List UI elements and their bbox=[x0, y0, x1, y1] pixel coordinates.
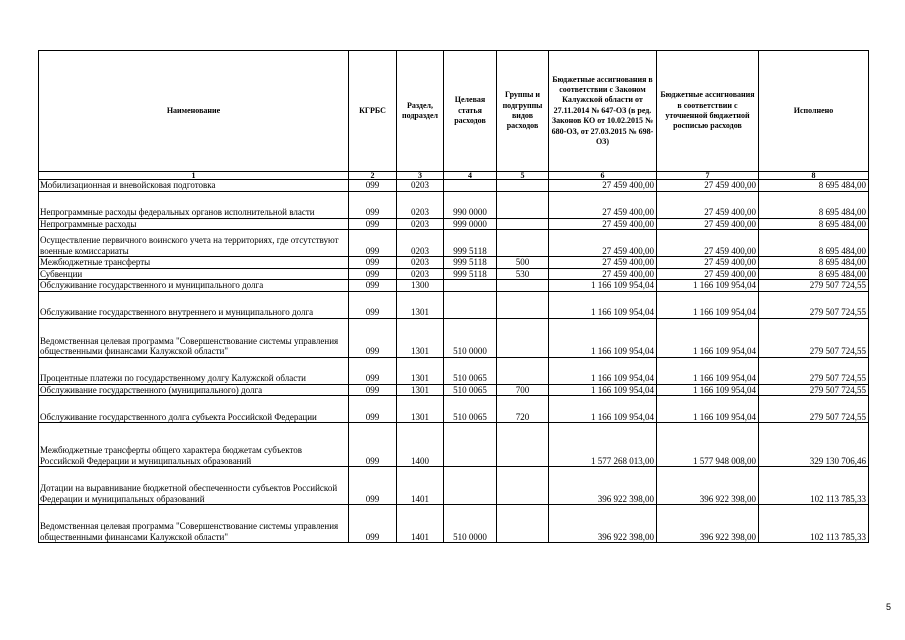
table-row bbox=[39, 218, 869, 230]
row-kgrbs: 099 bbox=[349, 268, 397, 280]
row-executed: 279 507 724,55 bbox=[759, 291, 869, 318]
row-name: Непрограммные расходы федеральных органов исполнительной власти bbox=[39, 191, 349, 218]
column-number-row bbox=[39, 172, 869, 180]
row-section: 1300 bbox=[397, 280, 444, 292]
row-name: Ведомственная целевая программа "Совершенствование системы управления общественными финансами Калужской области" bbox=[39, 505, 349, 543]
row-expense-group bbox=[497, 180, 549, 192]
row-expense-group: 700 bbox=[497, 384, 549, 396]
row-kgrbs: 099 bbox=[349, 291, 397, 318]
row-executed: 8 695 484,00 bbox=[759, 218, 869, 230]
row-law-allocation: 1 166 109 954,04 bbox=[549, 280, 657, 292]
row-executed: 279 507 724,55 bbox=[759, 396, 869, 423]
row-revised-allocation: 27 459 400,00 bbox=[657, 191, 759, 218]
table-row bbox=[39, 505, 869, 543]
header-kgrbs: КГРБС bbox=[349, 51, 397, 172]
row-name: Межбюджетные трансферты bbox=[39, 257, 349, 269]
row-name: Межбюджетные трансферты общего характера бюджетам субъектов Российской Федерации и муниципальных образований bbox=[39, 423, 349, 467]
row-target-article: 999 0000 bbox=[444, 218, 497, 230]
row-executed: 279 507 724,55 bbox=[759, 384, 869, 396]
row-law-allocation: 396 922 398,00 bbox=[549, 505, 657, 543]
row-section: 0203 bbox=[397, 218, 444, 230]
row-kgrbs: 099 bbox=[349, 191, 397, 218]
row-executed: 8 695 484,00 bbox=[759, 191, 869, 218]
row-executed: 8 695 484,00 bbox=[759, 230, 869, 257]
row-law-allocation: 1 577 268 013,00 bbox=[549, 423, 657, 467]
column-number: 5 bbox=[497, 172, 549, 180]
table-row bbox=[39, 291, 869, 318]
table-row bbox=[39, 280, 869, 292]
row-revised-allocation: 27 459 400,00 bbox=[657, 180, 759, 192]
row-executed: 8 695 484,00 bbox=[759, 257, 869, 269]
header-section: Раздел, подраздел bbox=[397, 51, 444, 172]
row-kgrbs: 099 bbox=[349, 280, 397, 292]
row-target-article: 510 0065 bbox=[444, 384, 497, 396]
row-revised-allocation: 1 166 109 954,04 bbox=[657, 280, 759, 292]
row-revised-allocation: 1 577 948 008,00 bbox=[657, 423, 759, 467]
column-number: 8 bbox=[759, 172, 869, 180]
row-section: 1400 bbox=[397, 423, 444, 467]
row-section: 1301 bbox=[397, 357, 444, 384]
row-kgrbs: 099 bbox=[349, 396, 397, 423]
row-target-article: 999 5118 bbox=[444, 257, 497, 269]
budget-table bbox=[38, 50, 869, 543]
row-expense-group bbox=[497, 467, 549, 505]
row-name: Обслуживание государственного внутреннего и муниципального долга bbox=[39, 291, 349, 318]
header-expense-groups: Группы и подгруппы видов расходов bbox=[497, 51, 549, 172]
row-executed: 329 130 706,46 bbox=[759, 423, 869, 467]
row-name: Обслуживание государственного долга субъекта Российской Федерации bbox=[39, 396, 349, 423]
row-name: Непрограммные расходы bbox=[39, 218, 349, 230]
row-kgrbs: 099 bbox=[349, 467, 397, 505]
row-name: Мобилизационная и вневойсковая подготовка bbox=[39, 180, 349, 192]
column-number: 4 bbox=[444, 172, 497, 180]
row-expense-group: 500 bbox=[497, 257, 549, 269]
row-expense-group bbox=[497, 291, 549, 318]
row-section: 0203 bbox=[397, 230, 444, 257]
table-row bbox=[39, 180, 869, 192]
header-executed: Исполнено bbox=[759, 51, 869, 172]
row-kgrbs: 099 bbox=[349, 423, 397, 467]
row-expense-group bbox=[497, 280, 549, 292]
row-revised-allocation: 396 922 398,00 bbox=[657, 505, 759, 543]
table-row bbox=[39, 423, 869, 467]
row-law-allocation: 27 459 400,00 bbox=[549, 257, 657, 269]
row-executed: 102 113 785,33 bbox=[759, 467, 869, 505]
table-row bbox=[39, 467, 869, 505]
row-law-allocation: 1 166 109 954,04 bbox=[549, 396, 657, 423]
row-law-allocation: 27 459 400,00 bbox=[549, 230, 657, 257]
row-section: 0203 bbox=[397, 180, 444, 192]
row-expense-group: 720 bbox=[497, 396, 549, 423]
row-law-allocation: 27 459 400,00 bbox=[549, 268, 657, 280]
table-header-row bbox=[39, 51, 869, 172]
row-section: 1401 bbox=[397, 505, 444, 543]
row-law-allocation: 1 166 109 954,04 bbox=[549, 318, 657, 357]
table-row bbox=[39, 230, 869, 257]
row-kgrbs: 099 bbox=[349, 180, 397, 192]
row-revised-allocation: 1 166 109 954,04 bbox=[657, 396, 759, 423]
row-expense-group bbox=[497, 357, 549, 384]
row-law-allocation: 1 166 109 954,04 bbox=[549, 357, 657, 384]
row-revised-allocation: 1 166 109 954,04 bbox=[657, 384, 759, 396]
row-expense-group bbox=[497, 191, 549, 218]
column-number: 2 bbox=[349, 172, 397, 180]
row-expense-group bbox=[497, 423, 549, 467]
row-target-article bbox=[444, 423, 497, 467]
row-target-article: 510 0000 bbox=[444, 505, 497, 543]
row-revised-allocation: 1 166 109 954,04 bbox=[657, 318, 759, 357]
row-executed: 8 695 484,00 bbox=[759, 180, 869, 192]
row-kgrbs: 099 bbox=[349, 384, 397, 396]
row-law-allocation: 27 459 400,00 bbox=[549, 218, 657, 230]
row-target-article: 510 0065 bbox=[444, 357, 497, 384]
header-name: Наименование bbox=[39, 51, 349, 172]
row-target-article bbox=[444, 291, 497, 318]
table-row bbox=[39, 384, 869, 396]
row-name: Дотации на выравнивание бюджетной обеспеченности субъектов Российской Федерации и муниципальных образований bbox=[39, 467, 349, 505]
row-name: Процентные платежи по государственному долгу Калужской области bbox=[39, 357, 349, 384]
row-section: 1301 bbox=[397, 318, 444, 357]
row-section: 0203 bbox=[397, 191, 444, 218]
row-target-article: 510 0000 bbox=[444, 318, 497, 357]
row-kgrbs: 099 bbox=[349, 218, 397, 230]
header-revised-allocations: Бюджетные ассигнования в соответствии с уточненной бюджетной росписью расходов bbox=[657, 51, 759, 172]
row-expense-group bbox=[497, 505, 549, 543]
row-section: 0203 bbox=[397, 257, 444, 269]
row-executed: 279 507 724,55 bbox=[759, 280, 869, 292]
row-law-allocation: 27 459 400,00 bbox=[549, 191, 657, 218]
row-target-article: 510 0065 bbox=[444, 396, 497, 423]
row-kgrbs: 099 bbox=[349, 318, 397, 357]
row-section: 1301 bbox=[397, 384, 444, 396]
row-section: 0203 bbox=[397, 268, 444, 280]
row-revised-allocation: 396 922 398,00 bbox=[657, 467, 759, 505]
row-executed: 102 113 785,33 bbox=[759, 505, 869, 543]
table-row bbox=[39, 257, 869, 269]
row-name: Ведомственная целевая программа "Совершенствование системы управления общественными финансами Калужской области" bbox=[39, 318, 349, 357]
row-law-allocation: 396 922 398,00 bbox=[549, 467, 657, 505]
row-kgrbs: 099 bbox=[349, 505, 397, 543]
row-name: Субвенции bbox=[39, 268, 349, 280]
row-law-allocation: 1 166 109 954,04 bbox=[549, 291, 657, 318]
row-expense-group bbox=[497, 318, 549, 357]
row-kgrbs: 099 bbox=[349, 257, 397, 269]
row-executed: 8 695 484,00 bbox=[759, 268, 869, 280]
row-expense-group bbox=[497, 218, 549, 230]
row-revised-allocation: 27 459 400,00 bbox=[657, 257, 759, 269]
row-expense-group: 530 bbox=[497, 268, 549, 280]
row-section: 1301 bbox=[397, 396, 444, 423]
page-number: 5 bbox=[886, 602, 892, 612]
header-target-article: Целевая статья расходов bbox=[444, 51, 497, 172]
row-revised-allocation: 27 459 400,00 bbox=[657, 230, 759, 257]
row-kgrbs: 099 bbox=[349, 230, 397, 257]
table-row bbox=[39, 396, 869, 423]
row-law-allocation: 1 166 109 954,04 bbox=[549, 384, 657, 396]
row-section: 1401 bbox=[397, 467, 444, 505]
row-name: Осуществление первичного воинского учета на территориях, где отсутствуют военные комиссариаты bbox=[39, 230, 349, 257]
row-target-article: 990 0000 bbox=[444, 191, 497, 218]
table-row bbox=[39, 191, 869, 218]
table-row bbox=[39, 318, 869, 357]
row-section: 1301 bbox=[397, 291, 444, 318]
table-body bbox=[39, 180, 869, 543]
row-name: Обслуживание государственного (муниципального) долга bbox=[39, 384, 349, 396]
column-number: 7 bbox=[657, 172, 759, 180]
row-target-article: 999 5118 bbox=[444, 230, 497, 257]
row-target-article bbox=[444, 180, 497, 192]
column-number: 1 bbox=[39, 172, 349, 180]
header-law-allocations: Бюджетные ассигнования в соответствии с Законом Калужской области от 27.11.2014 № 647-ОЗ (в ред. Законов КО от 10.02.2015 № 680-ОЗ, от 27.03.2015 № 698-ОЗ) bbox=[549, 51, 657, 172]
column-number: 6 bbox=[549, 172, 657, 180]
row-revised-allocation: 27 459 400,00 bbox=[657, 218, 759, 230]
row-name: Обслуживание государственного и муниципального долга bbox=[39, 280, 349, 292]
row-revised-allocation: 1 166 109 954,04 bbox=[657, 291, 759, 318]
row-kgrbs: 099 bbox=[349, 357, 397, 384]
table-row bbox=[39, 357, 869, 384]
column-number: 3 bbox=[397, 172, 444, 180]
row-revised-allocation: 27 459 400,00 bbox=[657, 268, 759, 280]
row-executed: 279 507 724,55 bbox=[759, 318, 869, 357]
table-row bbox=[39, 268, 869, 280]
row-executed: 279 507 724,55 bbox=[759, 357, 869, 384]
row-revised-allocation: 1 166 109 954,04 bbox=[657, 357, 759, 384]
row-target-article bbox=[444, 280, 497, 292]
row-law-allocation: 27 459 400,00 bbox=[549, 180, 657, 192]
row-target-article: 999 5118 bbox=[444, 268, 497, 280]
row-expense-group bbox=[497, 230, 549, 257]
row-target-article bbox=[444, 467, 497, 505]
